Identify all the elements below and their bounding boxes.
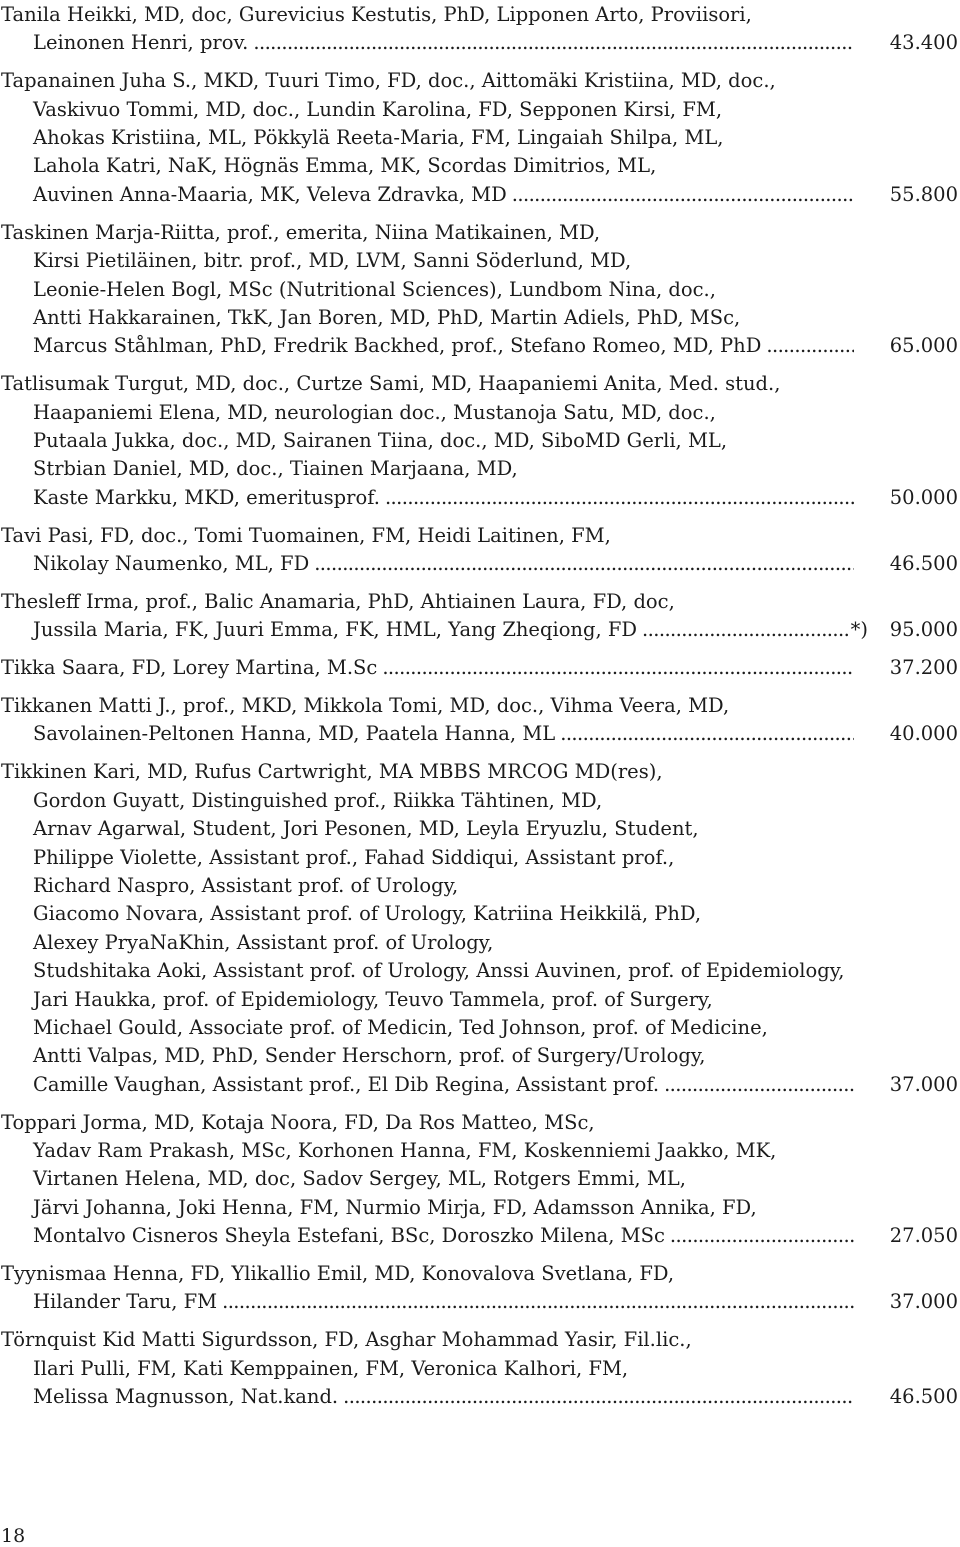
recipient-line-text: Montalvo Cisneros Sheyla Estefani, BSc, Doroszko Milena, MSc	[33, 1224, 665, 1248]
dot-leader	[377, 654, 854, 682]
recipient-line: Studshitaka Aoki, Assistant prof. of Urology, Anssi Auvinen, prof. of Epidemiology,	[33, 959, 845, 983]
recipient-line: Antti Hakkarainen, TkK, Jan Boren, MD, PhD, Martin Adiels, PhD, MSc,	[33, 305, 741, 329]
recipient-line-with-amount	[1, 181, 958, 209]
recipient-line: Vaskivuo Tommi, MD, doc., Lundin Karolina, FD, Sepponen Kirsi, FM,	[33, 97, 723, 121]
recipient-line-text: Jussila Maria, FK, Juuri Emma, FK, HML, Yang Zheqiong, FD	[33, 618, 638, 642]
recipient-line-with-amount	[1, 1222, 958, 1250]
recipient-line: Arnav Agarwal, Student, Jori Pesonen, MD, Leyla Eryuzlu, Student,	[33, 817, 699, 841]
recipient-line: Tatlisumak Turgut, MD, doc., Curtze Sami, MD, Haapaniemi Anita, Med. stud.,	[1, 372, 781, 396]
recipient-line-text: Leinonen Henri, prov.	[33, 31, 249, 55]
recipient-line: Toppari Jorma, MD, Kotaja Noora, FD, Da Ros Matteo, MSc,	[1, 1110, 595, 1134]
footnote-marker: *)	[850, 618, 868, 642]
recipient-line: Thesleff Irma, prof., Balic Anamaria, PhD, Ahtiainen Laura, FD, doc,	[1, 589, 675, 613]
grant-amount: 37.000	[889, 1290, 958, 1314]
recipient-line: Kirsi Pietiläinen, bitr. prof., MD, LVM, Sanni Söderlund, MD,	[33, 249, 632, 273]
grant-entry	[1, 758, 958, 1099]
dot-leader	[761, 332, 854, 360]
recipient-line-text: Tikka Saara, FD, Lorey Martina, M.Sc	[1, 656, 378, 680]
recipient-line: Virtanen Helena, MD, doc, Sadov Sergey, ML, Rotgers Emmi, ML,	[33, 1167, 686, 1191]
recipient-line: Jari Haukka, prof. of Epidemiology, Teuvo Tammela, prof. of Surgery,	[33, 987, 713, 1011]
recipient-line: Ilari Pulli, FM, Kati Kemppainen, FM, Veronica Kalhori, FM,	[33, 1356, 629, 1380]
page-number: 18	[1, 1525, 26, 1547]
recipient-line: Leonie-Helen Bogl, MSc (Nutritional Sciences), Lundbom Nina, doc.,	[33, 277, 716, 301]
grant-entry	[1, 219, 958, 361]
recipient-line: Michael Gould, Associate prof. of Medicin, Ted Johnson, prof. of Medicine,	[33, 1015, 768, 1039]
recipient-line: Taskinen Marja-Riitta, prof., emerita, Niina Matikainen, MD,	[1, 220, 601, 244]
recipient-line-text: Camille Vaughan, Assistant prof., El Dib Regina, Assistant prof.	[33, 1072, 660, 1096]
dot-leader	[248, 29, 854, 57]
grant-entry	[1, 67, 958, 209]
dot-leader	[217, 1288, 854, 1316]
grant-entry	[1, 1, 958, 58]
grant-entry	[1, 654, 958, 682]
recipient-line: Philippe Violette, Assistant prof., Fahad Siddiqui, Assistant prof.,	[33, 845, 675, 869]
grant-amount: 43.400	[889, 31, 958, 55]
grant-entry	[1, 1326, 958, 1411]
recipient-line: Haapaniemi Elena, MD, neurologian doc., Mustanoja Satu, MD, doc.,	[33, 400, 716, 424]
grant-amount: 46.500	[889, 552, 958, 576]
recipient-line: Putaala Jukka, doc., MD, Sairanen Tiina, doc., MD, SiboMD Gerli, ML,	[33, 428, 728, 452]
recipient-line: Giacomo Novara, Assistant prof. of Urology, Katriina Heikkilä, PhD,	[33, 902, 702, 926]
recipient-line-text: Nikolay Naumenko, ML, FD	[33, 552, 310, 576]
grant-list	[1, 1, 958, 1421]
recipient-line-text: Melissa Magnusson, Nat.kand.	[33, 1385, 339, 1409]
grant-entry	[1, 1260, 958, 1317]
recipient-line: Ahokas Kristiina, ML, Pökkylä Reeta-Maria, FM, Lingaiah Shilpa, ML,	[33, 126, 724, 150]
grant-amount: 37.200	[889, 656, 958, 680]
recipient-line-with-amount	[1, 654, 958, 682]
recipient-line: Lahola Katri, NaK, Högnäs Emma, MK, Scordas Dimitrios, ML,	[33, 154, 657, 178]
grant-amount: 37.000	[889, 1072, 958, 1096]
recipient-line: Törnquist Kid Matti Sigurdsson, FD, Asghar Mohammad Yasir, Fil.lic.,	[1, 1328, 692, 1352]
grant-amount: 55.800	[889, 182, 958, 206]
dot-leader	[507, 181, 854, 209]
recipient-line-text: Kaste Markku, MKD, emeritusprof.	[33, 485, 380, 509]
dot-leader	[555, 720, 854, 748]
grant-entry	[1, 1109, 958, 1251]
recipient-line-with-amount	[1, 1383, 958, 1411]
recipient-line-with-amount	[1, 616, 958, 644]
dot-leader	[309, 550, 854, 578]
dot-leader	[665, 1222, 854, 1250]
grant-amount: 65.000	[889, 334, 958, 358]
dot-leader	[380, 484, 854, 512]
recipient-line-with-amount	[1, 332, 958, 360]
grant-entry	[1, 370, 958, 512]
recipient-line-with-amount	[1, 29, 958, 57]
dot-leader	[637, 616, 851, 644]
recipient-line-with-amount	[1, 550, 958, 578]
recipient-line: Strbian Daniel, MD, doc., Tiainen Marjaana, MD,	[33, 457, 518, 481]
recipient-line: Tyynismaa Henna, FD, Ylikallio Emil, MD, Konovalova Svetlana, FD,	[1, 1262, 675, 1286]
grant-amount: 50.000	[889, 485, 958, 509]
recipient-line-text: Marcus Ståhlman, PhD, Fredrik Backhed, prof., Stefano Romeo, MD, PhD	[33, 334, 762, 358]
recipient-line: Yadav Ram Prakash, MSc, Korhonen Hanna, FM, Koskenniemi Jaakko, MK,	[33, 1138, 777, 1162]
grant-entry	[1, 692, 958, 749]
recipient-line-text: Hilander Taru, FM	[33, 1290, 218, 1314]
recipient-line-with-amount	[1, 1288, 958, 1316]
recipient-line: Tanila Heikki, MD, doc, Gurevicius Kestutis, PhD, Lipponen Arto, Proviisori,	[1, 3, 752, 26]
grant-entry	[1, 522, 958, 579]
recipient-line: Antti Valpas, MD, PhD, Sender Herschorn, prof. of Surgery/Urology,	[33, 1044, 706, 1068]
recipient-line-with-amount	[1, 720, 958, 748]
grant-amount: 46.500	[889, 1385, 958, 1409]
dot-leader	[659, 1071, 854, 1099]
grant-amount: 95.000	[889, 618, 958, 642]
recipient-line-with-amount	[1, 1071, 958, 1099]
recipient-line: Tavi Pasi, FD, doc., Tomi Tuomainen, FM, Heidi Laitinen, FM,	[1, 523, 611, 547]
recipient-line: Tikkinen Kari, MD, Rufus Cartwright, MA MBBS MRCOG MD(res),	[1, 760, 663, 784]
recipient-line-text: Auvinen Anna-Maaria, MK, Veleva Zdravka, MD	[33, 182, 507, 206]
dot-leader	[338, 1383, 854, 1411]
recipient-line: Tikkanen Matti J., prof., MKD, Mikkola Tomi, MD, doc., Vihma Veera, MD,	[1, 694, 730, 718]
recipient-line-text: Savolainen-Peltonen Hanna, MD, Paatela Hanna, ML	[33, 722, 556, 746]
grant-amount: 40.000	[889, 722, 958, 746]
grant-amount: 27.050	[889, 1224, 958, 1248]
recipient-line: Tapanainen Juha S., MKD, Tuuri Timo, FD, doc., Aittomäki Kristiina, MD, doc.,	[1, 69, 776, 93]
recipient-line: Richard Naspro, Assistant prof. of Urology,	[33, 873, 459, 897]
recipient-line: Järvi Johanna, Joki Henna, FM, Nurmio Mirja, FD, Adamsson Annika, FD,	[33, 1195, 757, 1219]
recipient-line: Gordon Guyatt, Distinguished prof., Riikka Tähtinen, MD,	[33, 788, 603, 812]
recipient-line: Alexey PryaNaKhin, Assistant prof. of Urology,	[33, 930, 494, 954]
grant-entry	[1, 588, 958, 645]
recipient-line-with-amount	[1, 484, 958, 512]
